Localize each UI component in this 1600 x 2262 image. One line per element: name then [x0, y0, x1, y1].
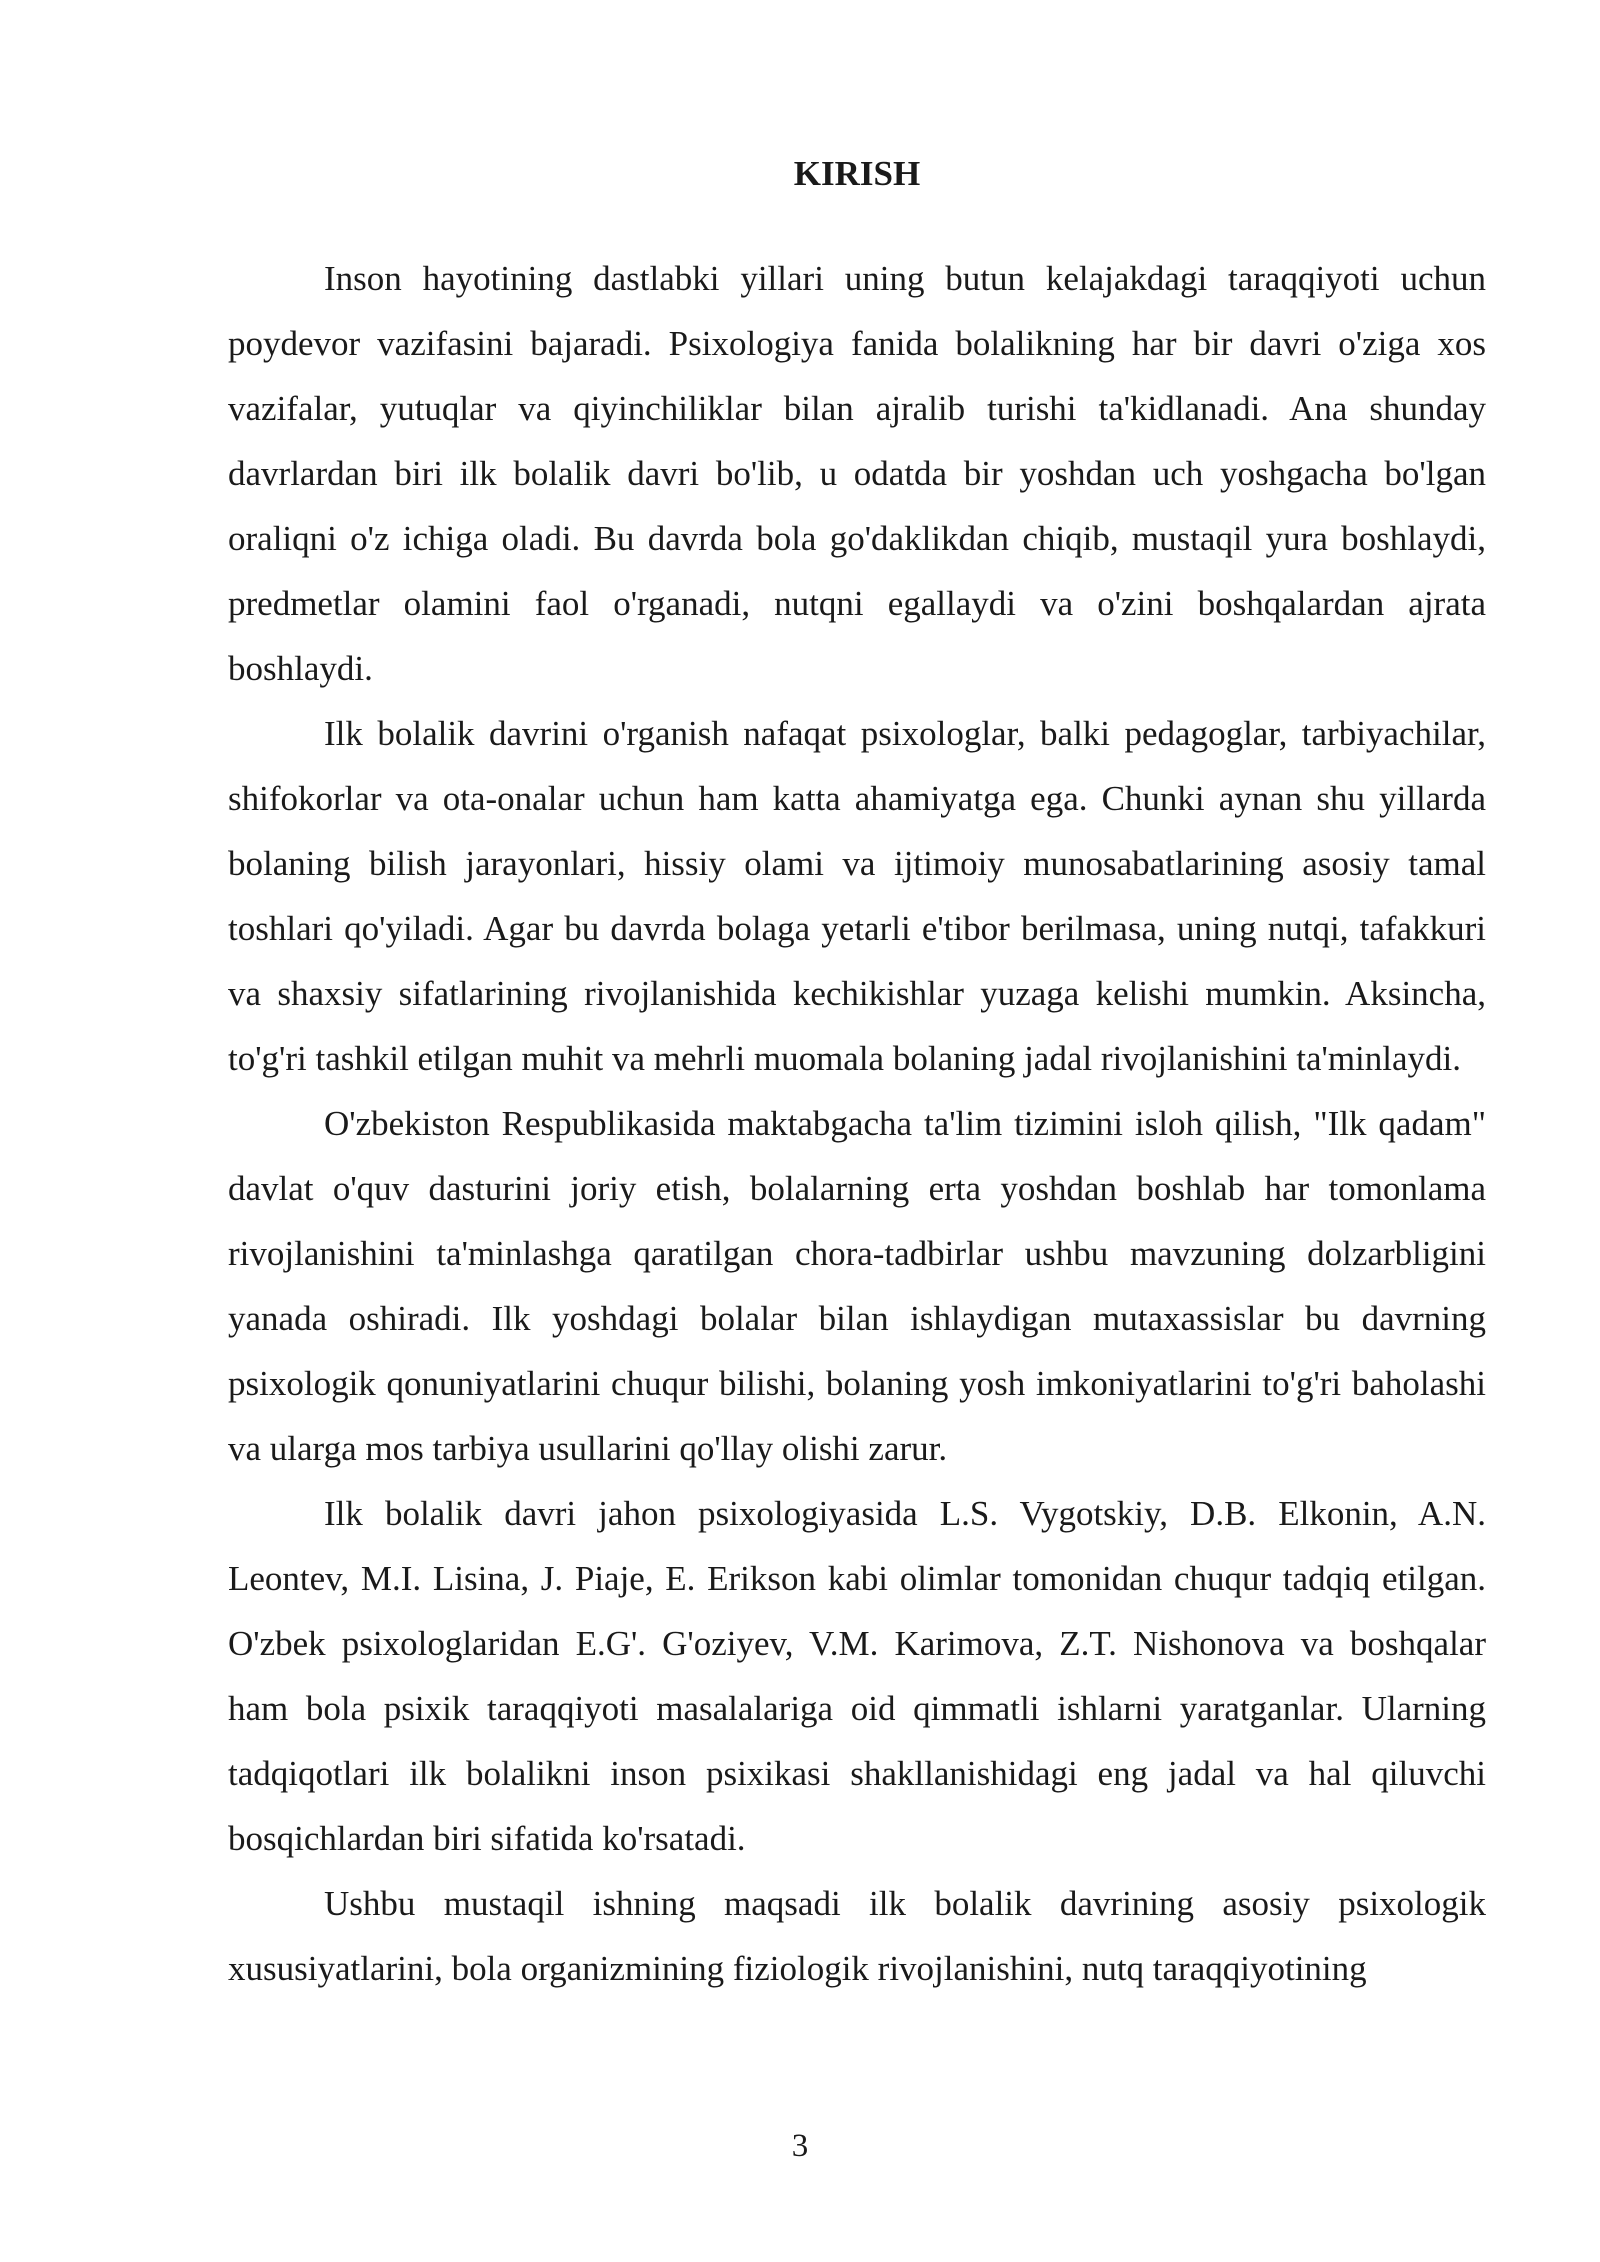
page-title: KIRISH: [793, 154, 921, 193]
paragraph-1: Inson hayotining dastlabki yillari uning butun kelajakdagi taraqqiyoti uchun poydevor vazifasini bajaradi. Psixologiya fanida bolalikning har bir davri o'ziga xos vazifalar, yutuqlar va qiyinchiliklar bilan ajralib turishi ta'kidlanadi. Ana shunday davrlardan biri ilk bolalik davri bo'lib, u odatda bir yoshdan uch yoshgacha bo'lgan oraliqni o'z ichiga oladi. Bu davrda bola go'daklikdan chiqib, mustaqil yura boshlaydi, predmetlar olamini faol o'rganadi, nutqni egallaydi va o'zini boshqalardan ajrata boshlaydi.: [228, 259, 1486, 688]
paragraph-2: Ilk bolalik davrini o'rganish nafaqat psixologlar, balki pedagoglar, tarbiyachilar, shifokorlar va ota-onalar uchun ham katta ahamiyatga ega. Chunki aynan shu yillarda bolaning bilish jarayonlari, hissiy olami va ijtimoiy munosabatlarining asosiy tamal toshlari qo'yiladi. Agar bu davrda bolaga yetarli e'tibor berilmasa, uning nutqi, tafakkuri va shaxsiy sifatlarining rivojlanishida kechikishlar yuzaga kelishi mumkin. Aksincha, to'g'ri tashkil etilgan muhit va mehrli muomala bolaning jadal rivojlanishini ta'minlaydi.: [228, 714, 1486, 1078]
page-number: 3: [791, 2128, 809, 2164]
paragraph-3: O'zbekiston Respublikasida maktabgacha ta'lim tizimini isloh qilish, "Ilk qadam" davlat o'quv dasturini joriy etish, bolalarning erta yoshdan boshlab har tomonlama rivojlanishini ta'minlashga qaratilgan chora-tadbirlar ushbu mavzuning dolzarbligini yanada oshiradi. Ilk yoshdagi bolalar bilan ishlaydigan mutaxassislar bu davrning psixologik qonuniyatlarini chuqur bilishi, bolaning yosh imkoniyatlarini to'g'ri baholashi va ularga mos tarbiya usullarini qo'llay olishi zarur.: [228, 1104, 1486, 1468]
paragraph-4: Ilk bolalik davri jahon psixologiyasida L.S. Vygotskiy, D.B. Elkonin, A.N. Leontev, M.I. Lisina, J. Piaje, E. Erikson kabi olimlar tomonidan chuqur tadqiq etilgan. O'zbek psixologlaridan E.G'. G'oziyev, V.M. Karimova, Z.T. Nishonova va boshqalar ham bola psixik taraqqiyoti masalalariga oid qimmatli ishlarni yaratganlar. Ularning tadqiqotlari ilk bolalikni inson psixikasi shakllanishidagi eng jadal va hal qiluvchi bosqichlardan biri sifatida ko'rsatadi.: [228, 1494, 1486, 1858]
paragraph-5: Ushbu mustaqil ishning maqsadi ilk bolalik davrining asosiy psixologik xususiyatlarini, bola organizmining fiziologik rivojlanishini, nutq taraqqiyotining: [228, 1884, 1486, 1988]
body-text: [228, 246, 1486, 2001]
